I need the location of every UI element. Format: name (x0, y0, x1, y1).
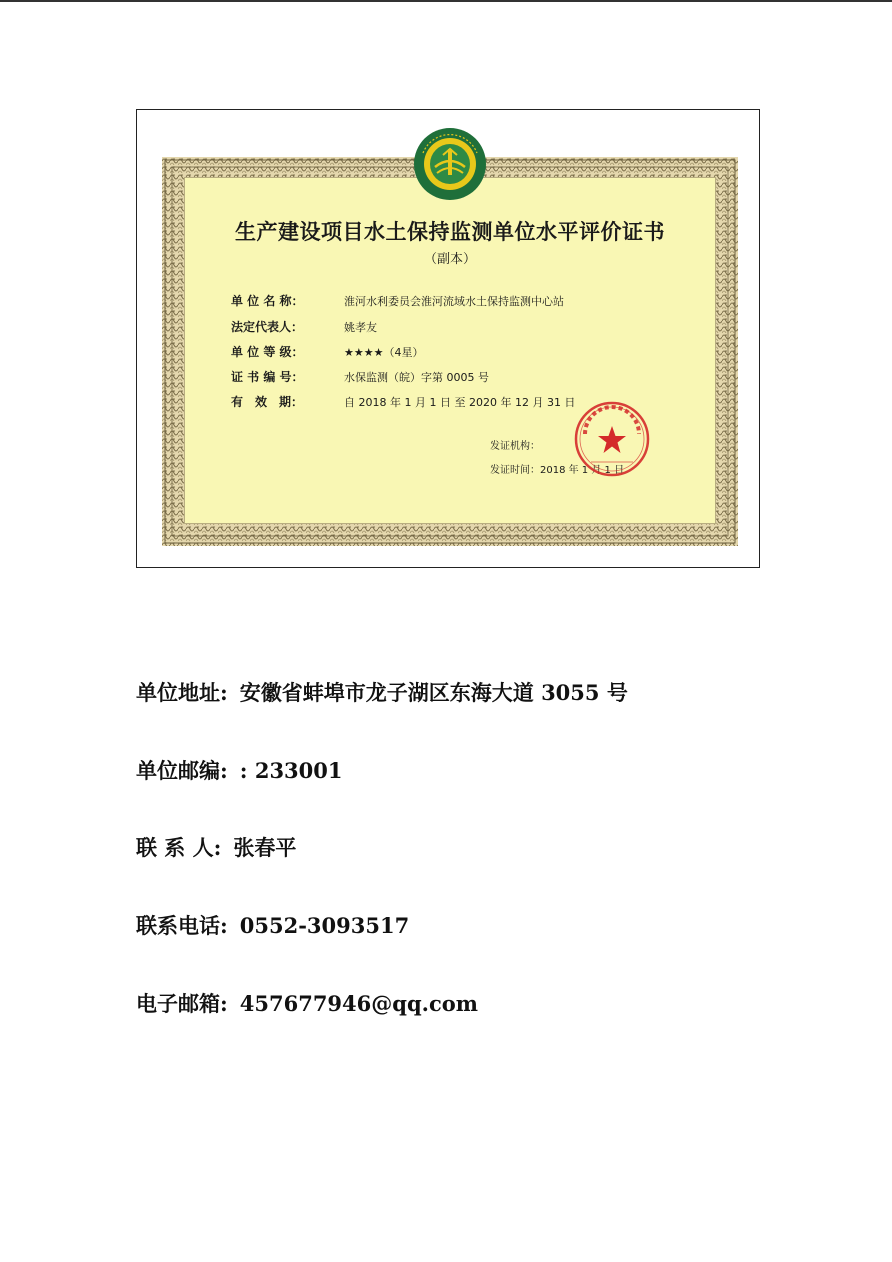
contact-phone (136, 910, 409, 940)
contact-label: 电子邮箱: (136, 991, 228, 1016)
cert-row-value: 水保监测（皖）字第 0005 号 (344, 371, 489, 384)
contact-value: 张春平 (233, 835, 297, 860)
contact-person (136, 832, 296, 862)
issuer-label: 发证机构： (490, 441, 540, 452)
cert-row-label: 单 位 名 称： (231, 294, 304, 308)
official-seal-icon (573, 400, 651, 478)
cert-row-label: 法定代表人： (231, 320, 304, 334)
contact-label: 单位邮编: (136, 758, 228, 783)
cert-row-value: 姚孝友 (344, 321, 377, 334)
cert-row-label: 有 效 期： (231, 395, 304, 409)
contact-label: 单位地址: (136, 680, 228, 705)
cert-row-value: 淮河水利委员会淮河流域水土保持监测中心站 (344, 295, 564, 308)
contact-value: 0552-3093517 (239, 913, 410, 938)
cert-row-value: 自 2018 年 1 月 1 日 至 2020 年 12 月 31 日 (344, 396, 576, 409)
certificate-subtitle: （副本） (423, 252, 476, 267)
cert-row-label: 证 书 编 号： (231, 370, 304, 384)
contact-postcode (136, 755, 343, 785)
society-emblem-icon (413, 127, 487, 201)
certificate-title: 生产建设项目水土保持监测单位水平评价证书 (235, 220, 665, 244)
contact-address (136, 677, 628, 707)
cert-row-value: ★★★★（4星） (344, 346, 424, 359)
contact-label: 联系电话: (136, 913, 228, 938)
issue-date: 发证时间：2018 年 1 月 1 日 (490, 465, 625, 476)
contact-email (136, 988, 478, 1018)
contact-value: 安徽省蚌埠市龙子湖区东海大道 3055 号 (239, 680, 628, 705)
contact-value: 457677946@qq.com (239, 991, 478, 1016)
contact-value: : 233001 (239, 758, 343, 783)
contact-label: 联 系 人: (136, 835, 222, 860)
cert-row-label: 单 位 等 级： (231, 345, 304, 359)
top-rule (0, 0, 892, 2)
